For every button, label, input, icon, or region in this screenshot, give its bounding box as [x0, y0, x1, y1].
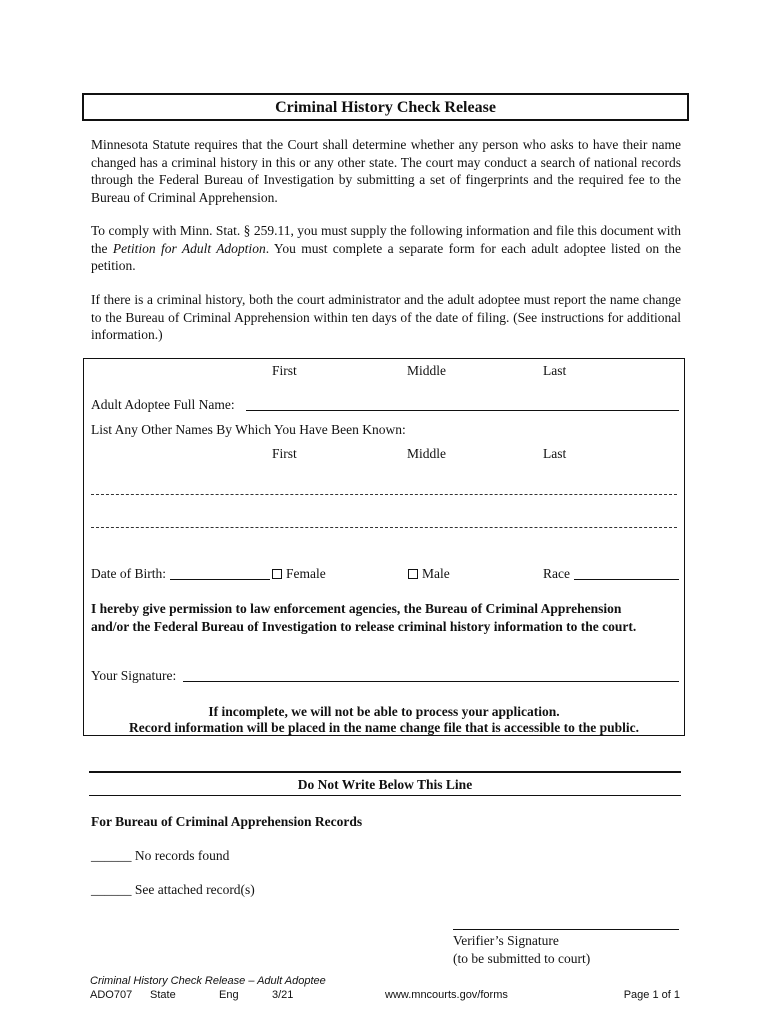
male-checkbox[interactable] [408, 569, 418, 579]
public-record-notice: Record information will be placed in the name change file that is accessible to the public. [129, 720, 639, 735]
divider-bottom [89, 795, 681, 796]
see-attached-blank[interactable]: ______ [91, 882, 132, 897]
see-attached-label: See attached record(s) [134, 882, 255, 897]
footer-language: Eng [219, 989, 239, 1001]
female-option[interactable] [272, 565, 326, 582]
date-of-birth-label: Date of Birth: [91, 566, 166, 581]
footer-form-code: ADO707 [90, 989, 133, 1001]
other-names-first-label: First [272, 446, 297, 461]
intro-paragraph-3: If there is a criminal history, both the court administrator and the adult adoptee must report the name change to the Bureau of Criminal Apprehension within ten days of the date of filing. (See instructions for additional information.) [91, 292, 681, 342]
race-label: Race [543, 566, 570, 581]
bca-records-heading: For Bureau of Criminal Apprehension Records [91, 814, 363, 829]
verifier-note: (to be submitted to court) [453, 951, 591, 966]
column-middle-label: Middle [407, 363, 446, 378]
signature-field[interactable] [183, 681, 679, 682]
do-not-write-heading: Do Not Write Below This Line [297, 777, 473, 792]
column-last-label: Last [543, 363, 567, 378]
divider-top [89, 771, 681, 773]
permission-statement-line-2: and/or the Federal Bureau of Investigation to release criminal history information to the court. [91, 619, 637, 634]
footer-revision: 3/21 [272, 989, 294, 1001]
footer-jurisdiction: State [150, 989, 176, 1001]
intro-paragraph-1: Minnesota Statute requires that the Court shall determine whether any person who asks to have their name changed has a criminal history in this or any other state. The court may conduct a search of national records through the Federal Bureau of Investigation by submitting a set of fingerprints and the required fee to the Bureau of Criminal Apprehension. [91, 137, 681, 205]
column-first-label: First [272, 363, 297, 378]
other-names-middle-label: Middle [407, 446, 446, 461]
form-title: Criminal History Check Release [82, 93, 689, 121]
verifier-signature-field[interactable] [453, 929, 679, 930]
race-field[interactable] [574, 579, 679, 580]
permission-statement-line-1: I hereby give permission to law enforcement agencies, the Bureau of Criminal Apprehension [91, 601, 622, 616]
male-label: Male [422, 566, 450, 581]
other-names-last-label: Last [543, 446, 567, 461]
other-names-label: List Any Other Names By Which You Have Been Known: [91, 422, 406, 437]
signature-label: Your Signature: [91, 668, 177, 683]
verifier-signature-label: Verifier’s Signature [453, 933, 559, 948]
footer-page-number: Page 1 of 1 [623, 989, 680, 1001]
full-name-label: Adult Adoptee Full Name: [91, 397, 235, 412]
full-name-field[interactable] [246, 410, 679, 411]
other-names-field-2[interactable] [91, 527, 677, 528]
incomplete-warning: If incomplete, we will not be able to process your application. [208, 704, 560, 719]
female-label: Female [286, 566, 326, 581]
female-checkbox[interactable] [272, 569, 282, 579]
footer-form-title: Criminal History Check Release – Adult Adoptee [90, 975, 326, 987]
intro-paragraph-2-text-end: . You must complete a separate form for each adult adoptee listed on the petition. [91, 240, 681, 273]
no-records-item [91, 847, 229, 864]
no-records-label: No records found [134, 848, 230, 863]
see-attached-item [91, 881, 255, 898]
intro-paragraph-2-text: To comply with Minn. Stat. § 259.11, you must supply the following information and file this document with the [91, 223, 681, 256]
no-records-blank[interactable]: ______ [91, 848, 132, 863]
other-names-field-1[interactable] [91, 494, 677, 495]
male-option[interactable] [408, 565, 450, 582]
intro-paragraph-2 [91, 222, 681, 275]
petition-title: Petition for Adult Adoption [112, 240, 266, 256]
date-of-birth-field[interactable] [170, 579, 270, 580]
footer-website[interactable]: www.mncourts.gov/forms [385, 989, 508, 1001]
